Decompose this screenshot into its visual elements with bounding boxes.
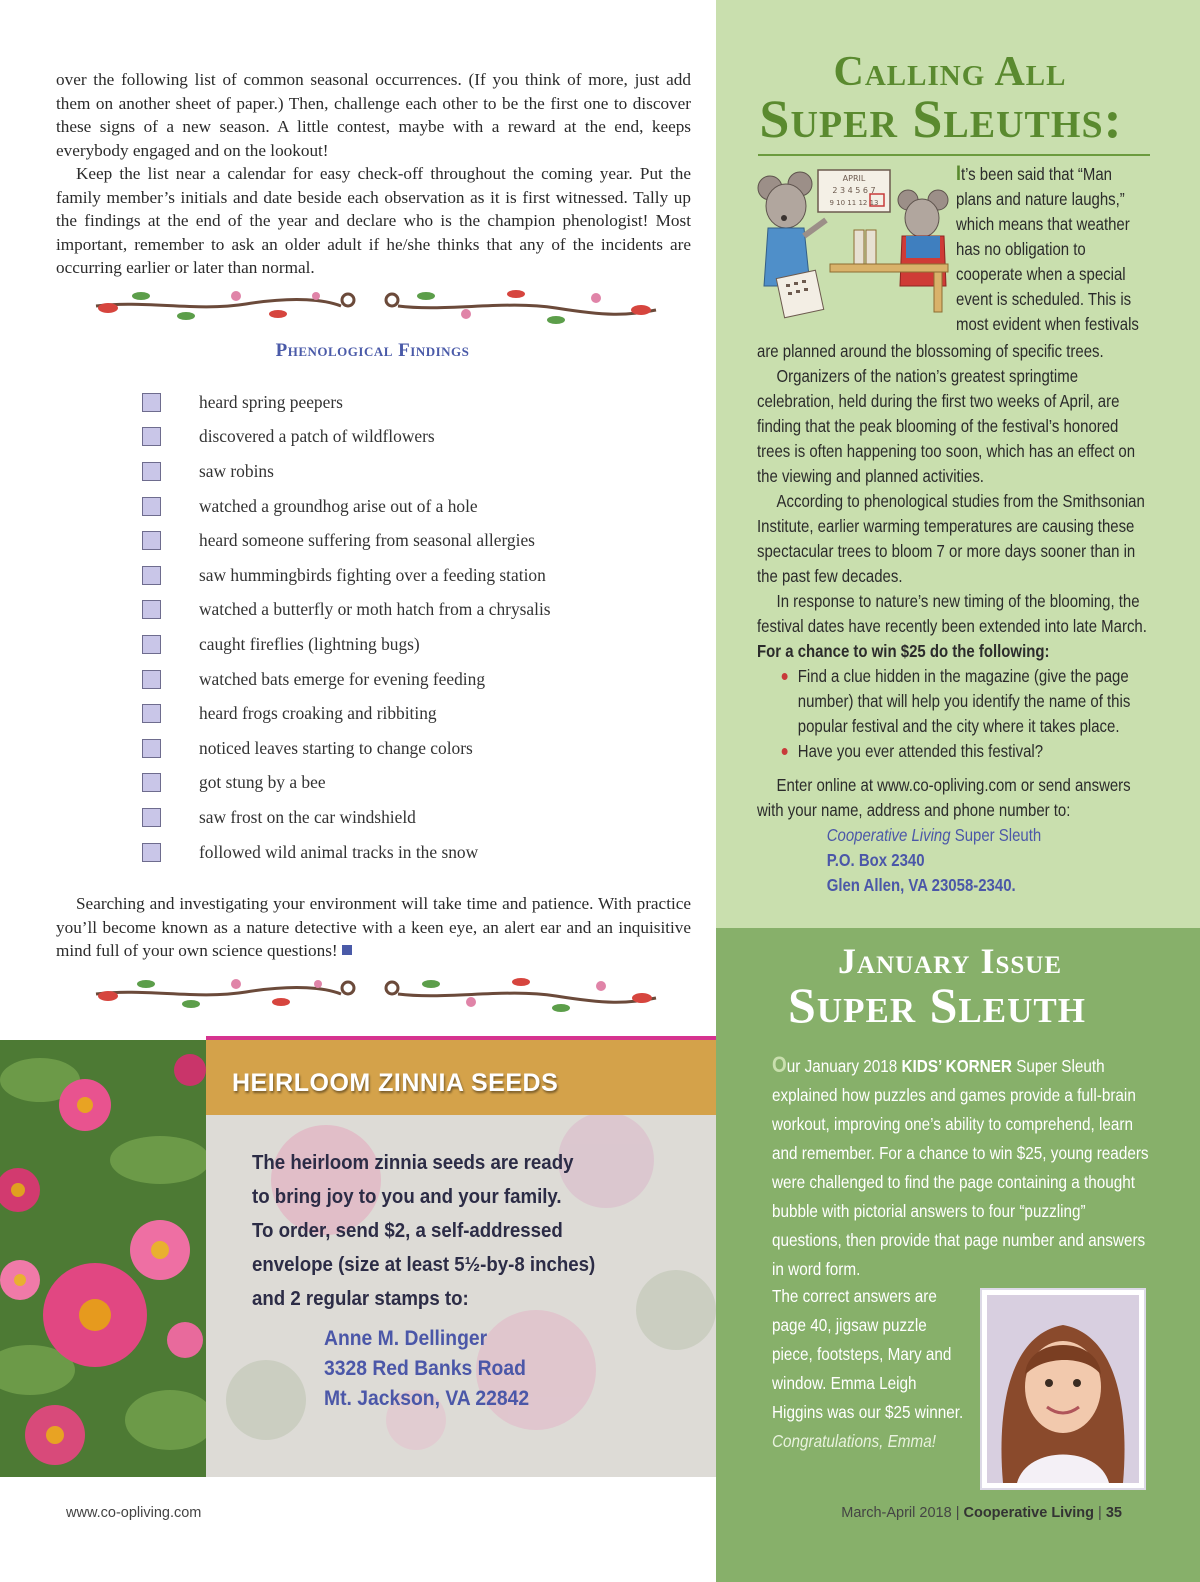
january-body bbox=[772, 1050, 1150, 1284]
checkbox[interactable] bbox=[142, 427, 161, 446]
kids-korner-label: KIDS’ KORNER bbox=[901, 1056, 1012, 1076]
checkbox[interactable] bbox=[142, 843, 161, 862]
checkbox[interactable] bbox=[142, 739, 161, 758]
january-answers-text: The correct answers are page 40, jigsaw puzzle piece, footsteps, Mary and window. Emma Leigh Higgins was our $25 winner. bbox=[772, 1286, 964, 1422]
january-title-line2: Super Sleuth bbox=[788, 977, 1086, 1033]
checklist-item bbox=[142, 523, 702, 558]
sleuth-address-line: Glen Allen, VA 23058-2340. bbox=[826, 875, 1016, 895]
checkbox[interactable] bbox=[142, 462, 161, 481]
checkbox[interactable] bbox=[142, 600, 161, 619]
january-text-rest: Super Sleuth explained how puzzles and games provide a full-brain workout, improving one’s ability to comprehend, learn and remember. For a chance to win $25, young readers were challenged to find the page containing a thought bubble with pictorial answers to four “puzzling” questions, then provide that page number and answers in word form. bbox=[772, 1056, 1149, 1279]
findings-title: Phenological Findings bbox=[275, 340, 470, 361]
sleuth-paragraph: are planned around the blossoming of specific trees. bbox=[757, 341, 1104, 361]
intro-paragraph: over the following list of common seasonal occurrences. (If you think of more, just add them on another sheet of paper.) Then, challenge each other to be the first one to discover these signs of a new season. A little contest, maybe with a reward at the end, keeps everybody engaged and on the lookout! bbox=[56, 70, 691, 160]
sleuth-paragraph: In response to nature’s new timing of the blooming, the festival dates have recently been extended into late March. bbox=[757, 591, 1147, 636]
january-answers bbox=[772, 1282, 966, 1456]
checklist-item bbox=[142, 627, 702, 662]
closing-text: Searching and investigating your environment will take time and patience. With practice you’ll become known as a nature detective with a keen eye, an alert ear and an inquisitive mind full of your own science questions! bbox=[56, 894, 691, 960]
sleuth-bullet: Have you ever attended this festival? bbox=[798, 739, 1148, 764]
checklist-item bbox=[142, 800, 702, 835]
vine-divider-bottom bbox=[86, 972, 666, 1022]
january-dropcap: O bbox=[772, 1052, 787, 1077]
checkbox[interactable] bbox=[142, 566, 161, 585]
checklist-label: saw robins bbox=[199, 460, 274, 481]
checkbox[interactable] bbox=[142, 773, 161, 792]
intro-paragraph: Keep the list near a calendar for easy check-off throughout the coming year. Put the family member’s initials and date beside each observation as it is first witnessed. Tally up the findings at the end of the year and declare who is the champion phenologist! Most important, remember to ask an older adult if he/she thinks that any of the incidents are occurring earlier or later than normal. bbox=[56, 164, 691, 277]
footer-publication: Cooperative Living bbox=[963, 1505, 1095, 1521]
checklist-label: heard someone suffering from seasonal allergies bbox=[199, 530, 535, 551]
end-mark-icon bbox=[342, 945, 352, 955]
calendar-row: 2 3 4 5 6 7 bbox=[832, 186, 876, 195]
sleuth-address bbox=[757, 823, 1148, 898]
sleuth-bullet: Find a clue hidden in the magazine (give the page number) that will help you identify the name of this popular festival and the city where it takes place. bbox=[798, 664, 1148, 739]
january-congrats: Congratulations, Emma! bbox=[772, 1431, 937, 1451]
sleuth-paragraph: According to phenological studies from the Smithsonian Institute, earlier warming temperatures are causing these spectacular trees to bloom 7 or more days sooner than in the past few decades. bbox=[757, 491, 1145, 586]
checklist-item bbox=[142, 696, 702, 731]
winner-photo bbox=[980, 1288, 1146, 1490]
article-intro bbox=[56, 68, 691, 280]
page-number: 35 bbox=[1105, 1505, 1122, 1521]
findings-checklist bbox=[142, 385, 702, 869]
checklist-label: saw hummingbirds fighting over a feeding station bbox=[199, 564, 546, 585]
footer-folio bbox=[716, 1505, 1122, 1521]
sleuth-title-line2: Super Sleuths: bbox=[759, 89, 1123, 149]
seeds-address-line: Mt. Jackson, VA 22842 bbox=[324, 1387, 530, 1410]
checklist-label: heard spring peepers bbox=[199, 391, 343, 412]
sleuth-bullets bbox=[757, 664, 1148, 764]
mice-calendar-illustration bbox=[750, 166, 950, 324]
checkbox[interactable] bbox=[142, 704, 161, 723]
checklist-label: discovered a patch of wildflowers bbox=[199, 426, 435, 447]
sleuth-intro-text: t’s been said that “Man plans and nature laughs,” which means that weather has no obligation to cooperate when a special event is scheduled. This is most evident when festivals bbox=[956, 164, 1139, 334]
sleuth-title-rule bbox=[758, 154, 1150, 156]
checklist-label: noticed leaves starting to change colors bbox=[199, 737, 473, 758]
footer-url[interactable]: www.co-opliving.com bbox=[66, 1505, 202, 1521]
sleuth-address-label: Super Sleuth bbox=[950, 825, 1042, 845]
sleuth-address-line1 bbox=[827, 823, 1148, 848]
sleuth-intro bbox=[956, 161, 1147, 337]
seeds-address-line: 3328 Red Banks Road bbox=[324, 1357, 526, 1380]
checkbox[interactable] bbox=[142, 531, 161, 550]
sleuth-paragraph: Organizers of the nation’s greatest springtime celebration, held during the first two weeks of April, are finding that the peak blooming of the festival’s honored trees is often happening too soon, which has an effect on the viewing and planned activities. bbox=[757, 366, 1136, 486]
january-text-start: ur January 2018 bbox=[786, 1056, 902, 1076]
article-closing bbox=[56, 892, 691, 963]
checklist-item bbox=[142, 420, 702, 455]
calendar-month: APRIL bbox=[842, 174, 866, 183]
checkbox[interactable] bbox=[142, 393, 161, 412]
january-paragraph bbox=[772, 1050, 1150, 1284]
checklist-item bbox=[142, 766, 702, 801]
vine-divider-top bbox=[86, 286, 666, 336]
footer-separator: | bbox=[1094, 1505, 1106, 1521]
seeds-body bbox=[252, 1146, 602, 1316]
checklist-label: saw frost on the car windshield bbox=[199, 806, 416, 827]
calendar-row: 9 10 11 12 13 bbox=[829, 199, 879, 207]
seeds-body-line: to bring joy to you and your family. bbox=[252, 1186, 562, 1208]
checklist-label: watched a groundhog arise out of a hole bbox=[199, 495, 478, 516]
seeds-body-line: To order, send $2, a self-addressed bbox=[252, 1220, 563, 1242]
checkbox[interactable] bbox=[142, 635, 161, 654]
sleuth-enter: Enter online at www.co-opliving.com or send answers with your name, address and phone number to: bbox=[757, 775, 1131, 820]
checkbox[interactable] bbox=[142, 670, 161, 689]
checkbox[interactable] bbox=[142, 808, 161, 827]
checklist-item bbox=[142, 731, 702, 766]
seeds-body-line: envelope (size at least 5½-by-8 inches) bbox=[252, 1254, 596, 1276]
checklist-item bbox=[142, 489, 702, 524]
publication-name: Cooperative Living bbox=[826, 825, 951, 845]
seeds-body-line: The heirloom zinnia seeds are ready bbox=[252, 1152, 574, 1174]
checklist-label: got stung by a bee bbox=[199, 772, 326, 793]
sleuth-dropcap: I bbox=[956, 162, 961, 185]
checklist-item bbox=[142, 385, 702, 420]
checklist-item bbox=[142, 835, 702, 870]
checklist-item bbox=[142, 662, 702, 697]
checklist-item bbox=[142, 454, 702, 489]
sleuth-address-line: P.O. Box 2340 bbox=[826, 850, 925, 870]
footer-separator: | bbox=[951, 1505, 964, 1521]
january-title-line1: January Issue bbox=[838, 941, 1062, 981]
checkbox[interactable] bbox=[142, 497, 161, 516]
zinnia-photo bbox=[0, 1040, 206, 1477]
checklist-item bbox=[142, 593, 702, 628]
sleuth-body bbox=[757, 339, 1148, 898]
checklist-label: watched bats emerge for evening feeding bbox=[199, 668, 486, 689]
footer-issue: March-April 2018 bbox=[841, 1505, 952, 1521]
seeds-title: HEIRLOOM ZINNIA SEEDS bbox=[232, 1069, 559, 1097]
checklist-item bbox=[142, 558, 702, 593]
seeds-address bbox=[324, 1324, 529, 1414]
sleuth-prompt: For a chance to win $25 do the following: bbox=[757, 641, 1050, 661]
checklist-label: heard frogs croaking and ribbiting bbox=[199, 703, 437, 724]
seeds-address-line: Anne M. Dellinger bbox=[324, 1327, 488, 1350]
checklist-label: watched a butterfly or moth hatch from a chrysalis bbox=[199, 599, 551, 620]
checklist-label: caught fireflies (lightning bugs) bbox=[199, 633, 420, 654]
checklist-label: followed wild animal tracks in the snow bbox=[199, 841, 479, 862]
seeds-body-line: and 2 regular stamps to: bbox=[252, 1288, 469, 1310]
sleuth-title-line1: Calling All bbox=[833, 49, 1067, 95]
